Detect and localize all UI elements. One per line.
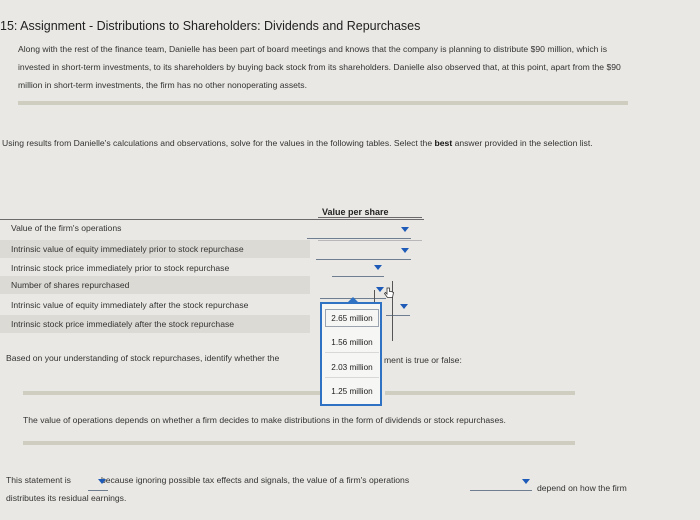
chevron-down-icon	[522, 479, 530, 484]
intro-paragraph: Along with the rest of the finance team, Danielle has been part of board meetings and knows that the company is planning to distribute $90 million, which is invested in short-term investments, to its shareholders by buying back stock from its shareholders. Danielle also observed that, at this point, apart from the $90 million in short-term investments, the firm has no other nonoperating assets.	[18, 44, 621, 90]
option-2-03-million[interactable]: 2.03 million	[325, 359, 379, 378]
table-row: Intrinsic stock price immediately prior to stock repurchase	[11, 263, 230, 273]
chevron-down-icon	[401, 248, 409, 253]
table-row: Number of shares repurchased	[0, 276, 310, 294]
dropdown-true-false[interactable]	[88, 476, 108, 491]
dropdown-equity-prior[interactable]	[316, 245, 411, 260]
dropdown-stock-price-prior[interactable]	[332, 262, 384, 277]
column-header-value-per-share: Value per share	[322, 207, 389, 217]
chevron-down-icon	[400, 304, 408, 309]
divider	[23, 391, 320, 395]
divider	[18, 101, 628, 105]
table-row: Intrinsic stock price immediately after the stock repurchase	[0, 315, 310, 333]
table-row: Intrinsic value of equity immediately prior to stock repurchase	[0, 240, 310, 258]
true-false-prompt-tail: ment is true or false:	[384, 355, 462, 365]
chevron-down-icon	[374, 265, 382, 270]
dropdown-does-does-not[interactable]	[470, 476, 532, 491]
answer-sentence-end: depend on how the firm	[537, 483, 627, 493]
option-1-25-million[interactable]: 1.25 million	[331, 387, 373, 396]
divider	[385, 391, 575, 395]
instructions: Using results from Danielle's calculations and observations, solve for the values in the following tables. Select the best answer provided in the selection list.	[2, 138, 593, 148]
answer-sentence-line2: distributes its residual earnings.	[6, 493, 127, 503]
chevron-down-icon	[98, 479, 106, 484]
table-row: Intrinsic value of equity immediately after the stock repurchase	[11, 300, 249, 310]
divider	[23, 441, 575, 445]
answer-sentence: This statement is because ignoring possible tax effects and signals, the value of a firm's operations	[6, 475, 410, 485]
dropdown-equity-after[interactable]	[386, 301, 410, 316]
popup-pointer	[347, 297, 359, 303]
true-false-prompt: Based on your understanding of stock repurchases, identify whether the	[6, 353, 280, 363]
chevron-down-icon	[401, 227, 409, 232]
page-title: 15: Assignment - Distributions to Shareholders: Dividends and Repurchases	[0, 19, 421, 33]
option-1-56-million[interactable]: 1.56 million	[325, 334, 379, 353]
dropdown-options-popup[interactable]	[320, 302, 382, 406]
statement-text: The value of operations depends on whether a firm decides to make distributions in the form of dividends or stock repurchases.	[23, 415, 506, 425]
option-2-65-million[interactable]: 2.65 million	[325, 309, 379, 327]
hand-cursor-icon	[383, 286, 395, 298]
dropdown-value-of-operations[interactable]	[307, 224, 411, 239]
table-row: Value of the firm's operations	[11, 223, 122, 233]
